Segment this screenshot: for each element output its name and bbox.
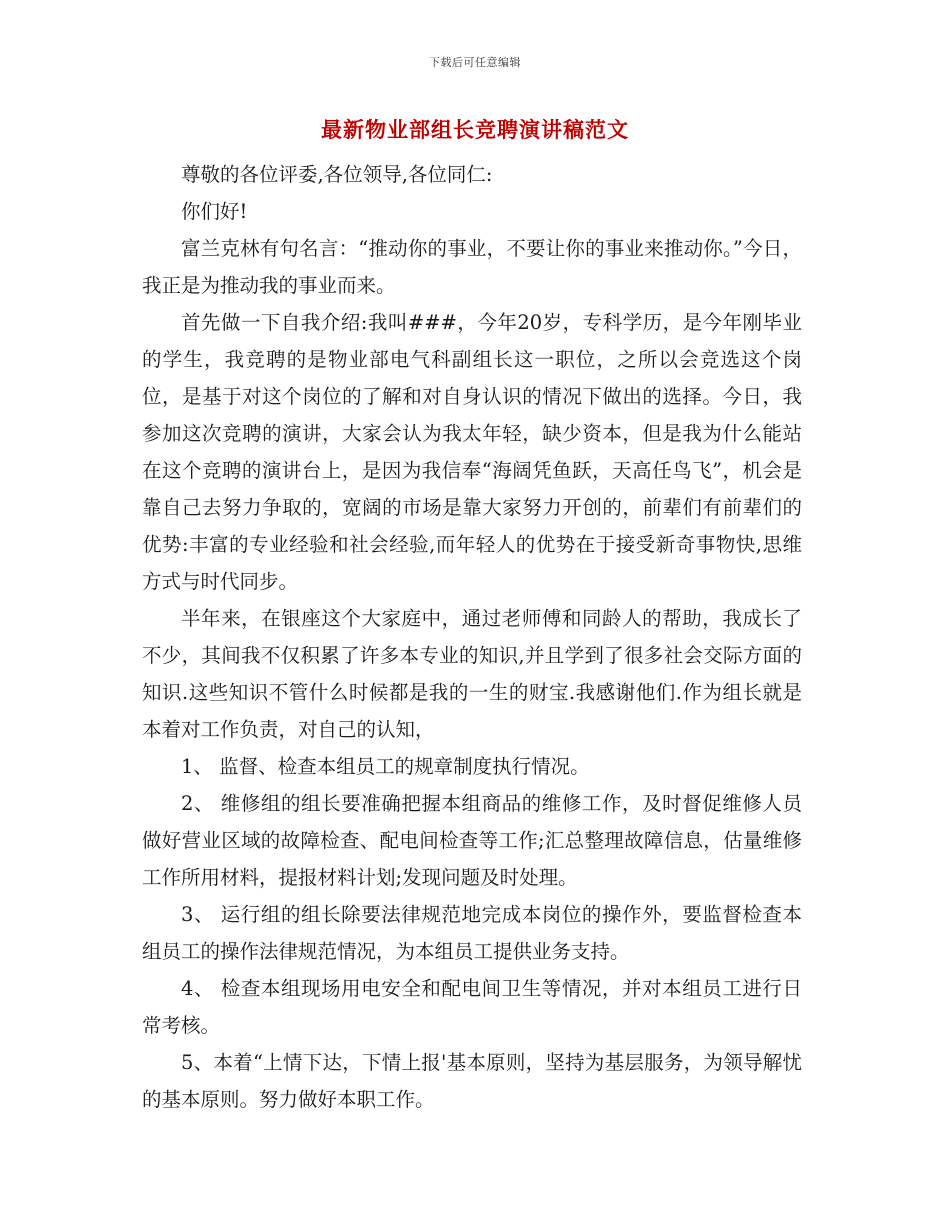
document-title: 最新物业部组长竞聘演讲稿范文 [321,117,629,142]
paragraph-greeting: 你们好! [181,200,248,223]
list-item: 3、 运行组的组长除要法律规范地完成本岗位的操作外，要监督检查本组员工的操作法律规范情况，为本组员工提供业务支持。 [142,903,802,963]
paragraph: 半年来，在银座这个大家庭中，通过老师傅和同龄人的帮助，我成长了不少，其间我不仅积累了许多本专业的知识,并且学到了很多社会交际方面的知识.这些知识不管什么时候都是我的一生的财宝.我感谢他们.作为组长就是本着对工作负责，对自己的认知， [142,607,802,741]
list-item: 1、 监督、检查本组员工的规章制度执行情况。 [181,755,590,778]
paragraph-salutation: 尊敬的各位评委,各位领导,各位同仁: [181,163,493,186]
list-item: 4、 检查本组现场用电安全和配电间卫生等情况，并对本组员工进行日常考核。 [142,977,802,1037]
paragraph: 富兰克林有句名言：“推动你的事业，不要让你的事业来推动你。”今日，我正是为推动我的事业而来。 [142,237,802,297]
paragraph: 首先做一下自我介绍:我叫###，今年20岁，专科学历，是今年刚毕业的学生，我竞聘的是物业部电气科副组长这一职位，之所以会竞选这个岗位，是基于对这个岗位的了解和对自身认识的情况下做出的选择。今日，我参加这次竞聘的演讲，大家会认为我太年轻，缺少资本，但是我为什么能站在这个竞聘的演讲台上，是因为我信奉“海阔凭鱼跃，天高任鸟飞”，机会是靠自己去努力争取的，宽阔的市场是靠大家努力开创的，前辈们有前辈们的优势:丰富的专业经验和社会经验,而年轻人的优势在于接受新奇事物快,思维方式与时代同步。 [142,311,802,593]
list-item: 2、 维修组的组长要准确把握本组商品的维修工作，及时督促维修人员做好营业区域的故障检查、配电间检查等工作;汇总整理故障信息，估量维修工作所用材料，提报材料计划;发现问题及时处理。 [142,792,802,889]
header-note: 下载后可任意编辑 [429,56,521,69]
document-body [142,156,802,1118]
list-item: 5、本着“上情下达，下情上报'基本原则，坚持为基层服务，为领导解忧的基本原则。努力做好本职工作。 [142,1051,802,1111]
